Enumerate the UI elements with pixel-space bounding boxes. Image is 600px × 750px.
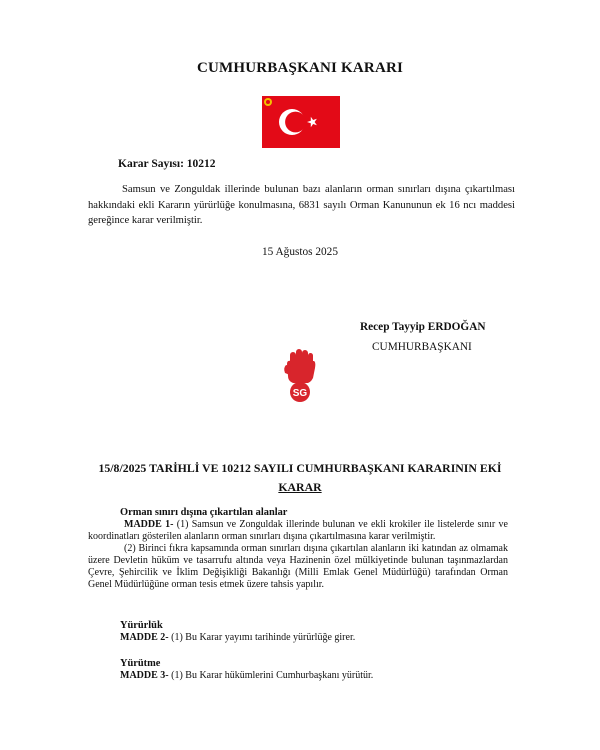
annex-title-line2: KARAR xyxy=(278,480,322,494)
raised-fist-icon xyxy=(284,349,315,383)
decision-number: Karar Sayısı: 10212 xyxy=(118,158,216,170)
madde-1-paragraph-2: (2) Birinci fıkra kapsamında orman sınırları dışına çıkartılan alanların iki katından az olmamak üzere Devletin hüküm ve tasarrufu altında veya Hazinenin özel mülkiyetinde bulunan taşınmazlardan Çevre, Şehircilik ve İklim Değişikliği Bakanlığı (Milli Emlak Genel Müdürlüğü) tarafından Orman Genel Müdürlüğüne orman tesis etmek üzere tahsis yapılır. xyxy=(88,543,508,590)
section-heading-yururluk: Yürürlük xyxy=(120,620,163,631)
signer-name: Recep Tayyip ERDOĞAN xyxy=(360,321,486,333)
madde-2-text: (1) Bu Karar yayımı tarihinde yürürlüğe girer. xyxy=(171,632,356,643)
decision-date: 15 Ağustos 2025 xyxy=(262,246,338,258)
madde-1-p1-text: (1) Samsun ve Zonguldak illerinde bulunan ve ekli krokiler ile listelerde sınır ve koordinatları gösterilen alanların orman sınırları dışına çıkartılmasına karar verilmiştir. xyxy=(88,519,508,542)
annex-title-line1: 15/8/2025 TARİHLİ VE 10212 SAYILI CUMHURBAŞKANI KARARININ EKİ xyxy=(98,461,502,475)
turkish-flag-icon xyxy=(262,96,340,148)
section-heading-yurutme: Yürütme xyxy=(120,658,161,669)
page-title: CUMHURBAŞKANI KARARI xyxy=(196,60,404,76)
decision-body: Samsun ve Zonguldak illerinde bulunan bazı alanların orman sınırları dışına çıkartılması hakkındaki ekli Kararın yürürlüğe konulmasına, 6831 sayılı Orman Kanununun ek 16 ncı maddesi gereğince karar verilmiştir. xyxy=(88,184,515,226)
sg-logo-text: SG xyxy=(292,388,308,399)
sg-fist-logo xyxy=(281,346,319,404)
madde-2-label: MADDE 2- xyxy=(120,632,169,643)
signer-title: CUMHURBAŞKANI xyxy=(372,341,472,353)
madde-3-label: MADDE 3- xyxy=(120,670,169,681)
madde-3 xyxy=(120,670,373,681)
madde-2 xyxy=(120,632,355,643)
section-heading-orman: Orman sınırı dışına çıkartılan alanlar xyxy=(120,507,288,518)
annex-title xyxy=(0,459,600,497)
madde-1-label: MADDE 1- xyxy=(124,519,174,530)
madde-1-paragraph-1 xyxy=(88,519,508,543)
madde-1 xyxy=(88,519,508,591)
madde-3-text: (1) Bu Karar hükümlerini Cumhurbaşkanı yürütür. xyxy=(171,670,374,681)
